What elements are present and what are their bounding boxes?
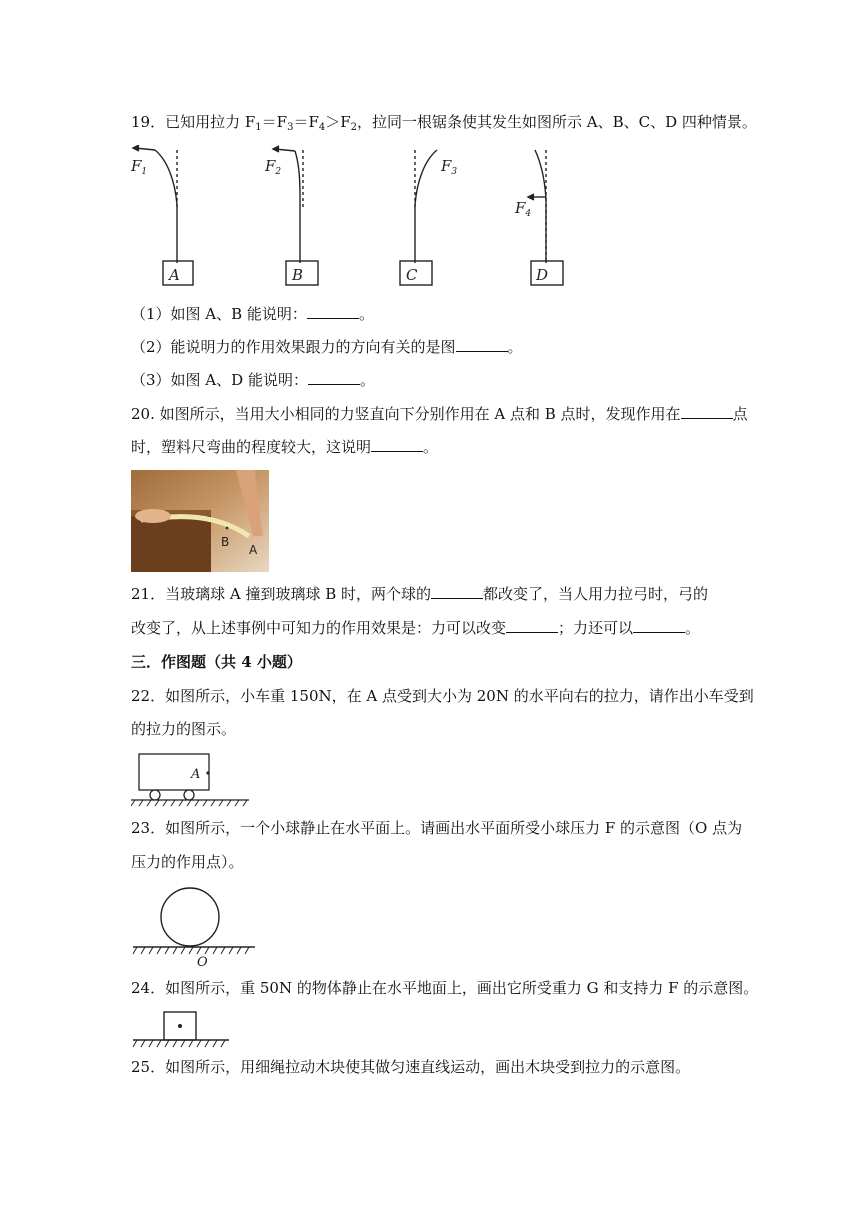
svg-text:D: D (536, 266, 549, 284)
answer-blank[interactable] (681, 404, 733, 419)
answer-blank[interactable] (506, 618, 558, 633)
q21-line2: 改变了，从上述事例中可知力的作用效果是：力可以改变 ；力还可以 。 (131, 619, 701, 637)
svg-text:O: O (197, 955, 208, 968)
q19-sub1: （1）如图 A、B 能说明： 。 (131, 305, 374, 323)
q23-line2: 压力的作用点）。 (131, 853, 244, 871)
svg-text:A: A (169, 266, 180, 284)
q24-line1: 24．如图所示，重 50N 的物体静止在水平地面上，画出它所受重力 G 和支持力 F 的示意图。 (131, 979, 759, 997)
svg-text:B: B (221, 535, 230, 549)
svg-text:F3: $F_3$ (441, 157, 458, 177)
q24-figure-block (131, 1008, 231, 1050)
q22-figure-cart (131, 750, 253, 808)
panel-a (133, 145, 193, 285)
q22-line1: 22．如图所示，小车重 150N，在 A 点受到大小为 20N 的水平向右的拉力，请作出小车受到 (131, 687, 754, 705)
q25-line1: 25．如图所示，用细绳拉动木块使其做匀速直线运动，画出木块受到拉力的示意图。 (131, 1058, 691, 1076)
q23-line1: 23．如图所示，一个小球静止在水平面上。请画出水平面所受小球压力 F 的示意图（O 点为 (131, 819, 743, 837)
q23-figure-ball (131, 886, 256, 968)
q22-line2: 的拉力的图示。 (131, 720, 237, 738)
answer-blank[interactable] (431, 584, 483, 599)
svg-text:A: A (249, 543, 258, 557)
q20-photo-ruler-bending (131, 470, 269, 572)
q19-stem: 19．已知用拉力 $F_1=F_3=F_4>F_2$，拉同一根锯条使其发生如图所示 A、B、C、D 四种情景。 (131, 113, 757, 133)
svg-text:F2: $F_2$ (265, 157, 282, 177)
answer-blank[interactable] (633, 618, 685, 633)
q20-line1: 20. 如图所示，当用大小相同的力竖直向下分别作用在 A 点和 B 点时，发现作用在 点 (131, 405, 748, 423)
q19-sub2: （2）能说明力的作用效果跟力的方向有关的是图 。 (131, 338, 523, 356)
q20-line2: 时，塑料尺弯曲的程度较大，这说明 。 (131, 438, 439, 456)
svg-text:B: B (292, 266, 304, 284)
panel-c (400, 150, 437, 285)
panel-d (528, 150, 563, 285)
svg-text:F1: $F_1$ (131, 157, 148, 177)
q19-figure-saw-blades (125, 145, 575, 290)
answer-blank[interactable] (308, 370, 360, 385)
q19-sub3: （3）如图 A、D 能说明： 。 (131, 371, 375, 389)
answer-blank[interactable] (307, 304, 359, 319)
svg-text:A: A (191, 767, 201, 782)
answer-blank[interactable] (371, 437, 423, 452)
q21-line1: 21．当玻璃球 A 撞到玻璃球 B 时，两个球的 都改变了，当人用力拉弓时，弓的 (131, 585, 709, 603)
svg-text:C: C (406, 266, 418, 284)
section-3-title: 三．作图题（共 4 小题） (131, 653, 302, 671)
svg-text:F4: $F_4$ (515, 199, 532, 219)
answer-blank[interactable] (456, 337, 508, 352)
